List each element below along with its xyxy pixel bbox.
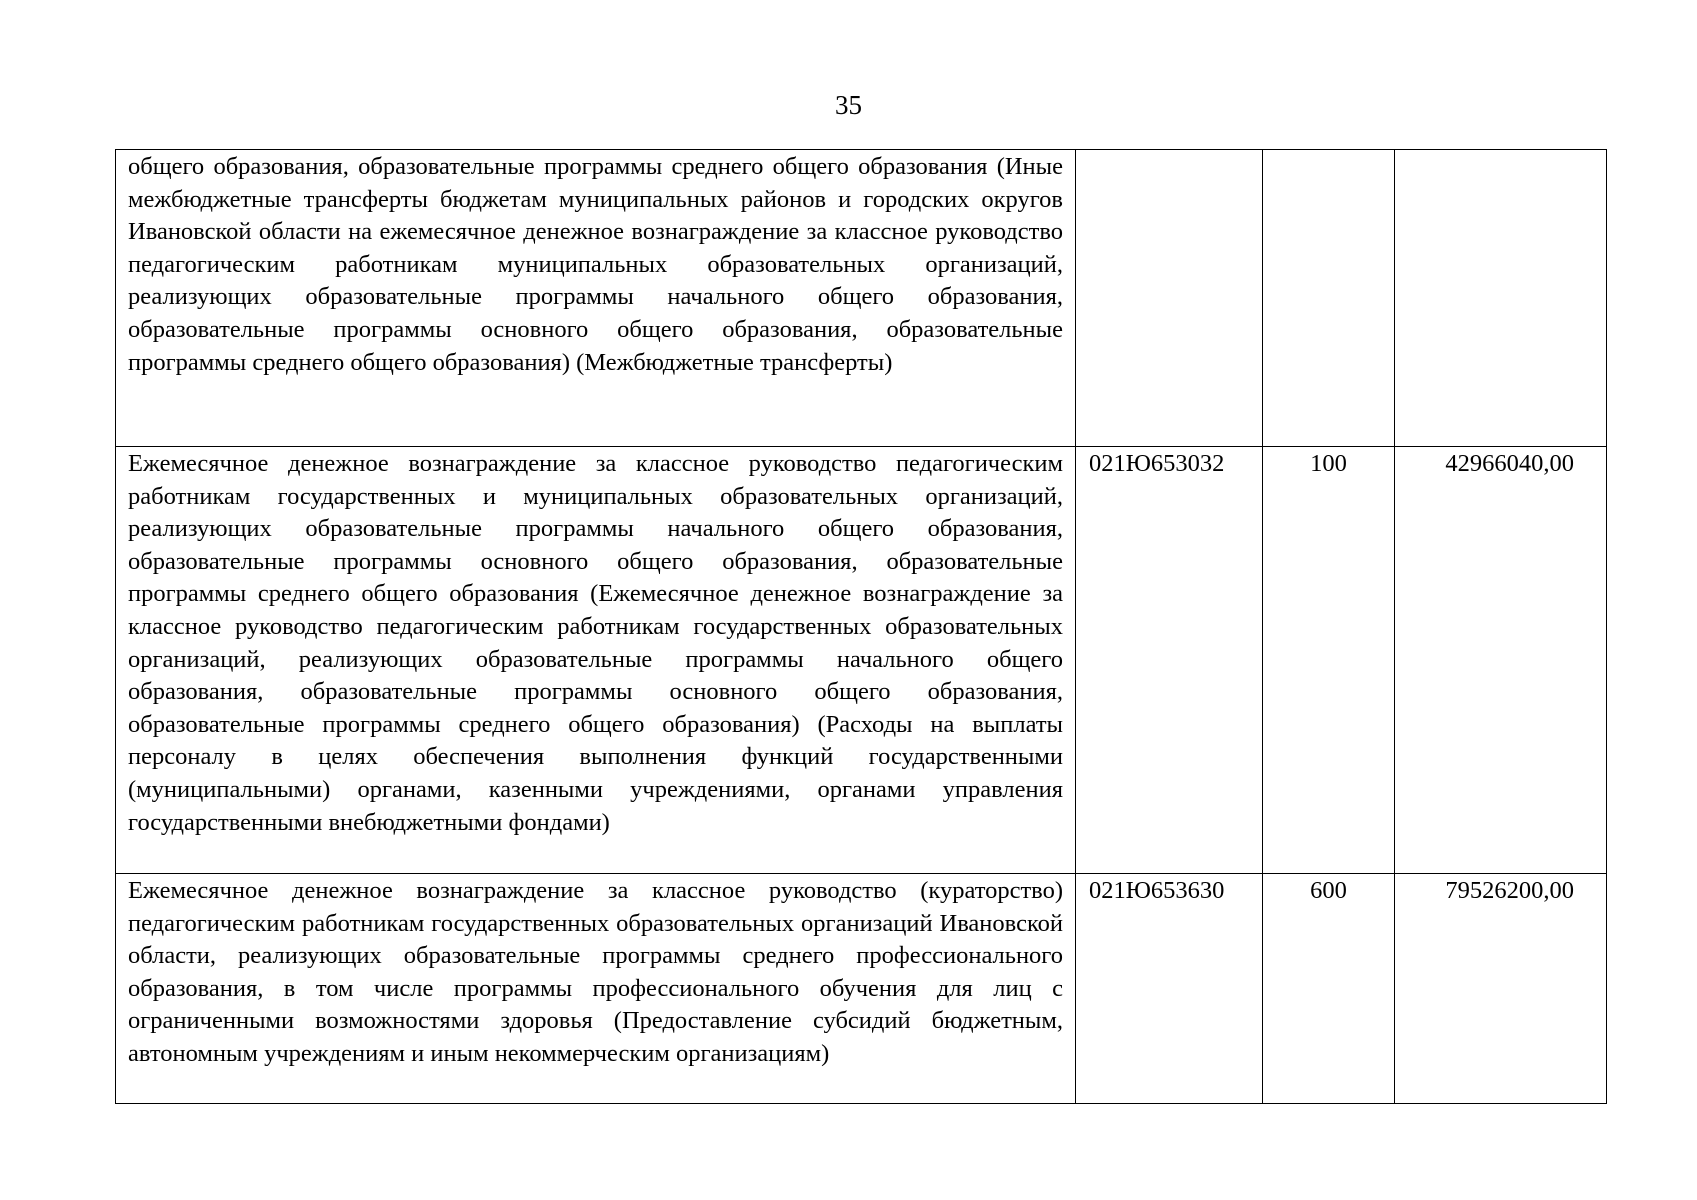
row-description: Ежемесячное денежное вознаграждение за классное руководство (кураторство) педагогическим работникам государственных образовательных организаций Ивановской области, реализующих образовательные программы среднего профессионального образования, в том числе программы профессионального обучения для лиц с ограниченными возможностями здоровья (Предоставление субсидий бюджетным, автономным учреждениям и иным некоммерческим организациям) (116, 874, 1076, 1104)
table-row (116, 874, 1607, 1104)
table-row (116, 447, 1607, 874)
row-description: Ежемесячное денежное вознаграждение за классное руководство педагогическим работникам государственных и муниципальных образовательных организаций, реализующих образовательные программы начального общего образования, образовательные программы основного общего образования, образовательные программы среднего общего образования (Ежемесячное денежное вознаграждение за классное руководство педагогическим работникам государственных образовательных организаций, реализующих образовательные программы начального общего образования, образовательные программы основного общего образования, образовательные программы среднего общего образования) (Расходы на выплаты персоналу в целях обеспечения выполнения функций государственными (муниципальными) органами, казенными учреждениями, органами управления государственными внебюджетными фондами) (116, 447, 1076, 874)
row-expense-type: 100 (1263, 447, 1395, 874)
budget-table (115, 149, 1607, 1104)
row-target-code: 021Ю653032 (1076, 447, 1263, 874)
row-amount: 79526200,00 (1395, 874, 1607, 1104)
row-description: общего образования, образовательные программы среднего общего образования (Иные межбюджетные трансферты бюджетам муниципальных районов и городских округов Ивановской области на ежемесячное денежное вознаграждение за классное руководство педагогическим работникам муниципальных образовательных организаций, реализующих образовательные программы начального общего образования, образовательные программы основного общего образования, образовательные программы среднего общего образования) (Межбюджетные трансферты) (116, 150, 1076, 447)
page-number: 35 (835, 90, 862, 120)
row-expense-type (1263, 150, 1395, 447)
row-target-code (1076, 150, 1263, 447)
row-expense-type: 600 (1263, 874, 1395, 1104)
row-amount (1395, 150, 1607, 447)
row-amount: 42966040,00 (1395, 447, 1607, 874)
table-row (116, 150, 1607, 447)
row-target-code: 021Ю653630 (1076, 874, 1263, 1104)
